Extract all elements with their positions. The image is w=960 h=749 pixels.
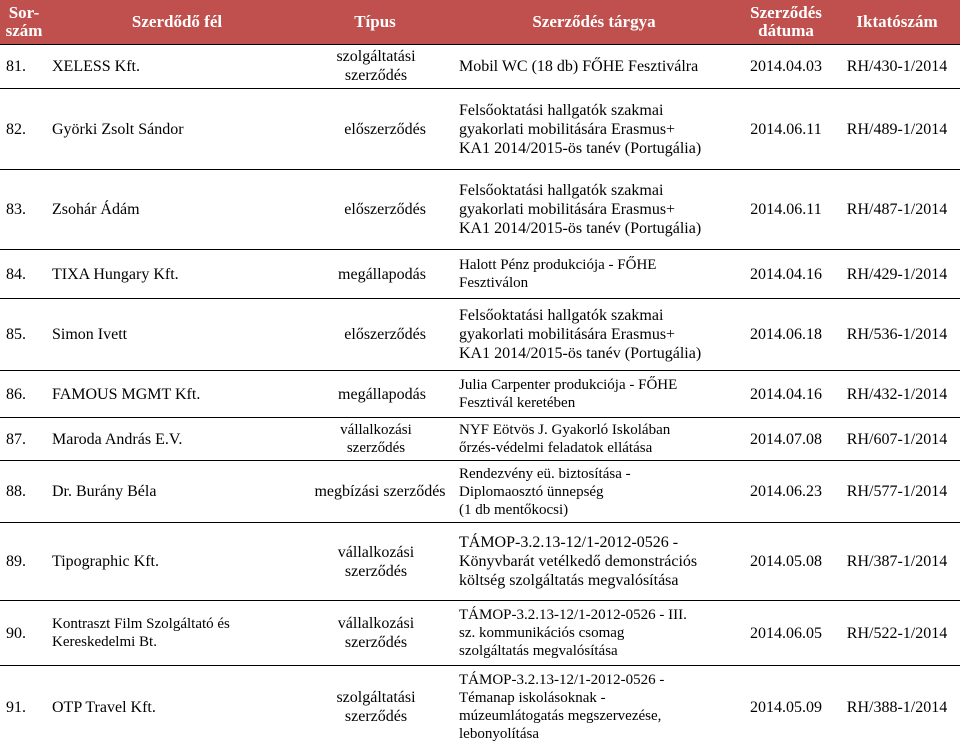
header-type: Típus xyxy=(354,12,396,31)
row-num: 85. xyxy=(6,326,26,343)
row-date: 2014.06.05 xyxy=(750,624,822,642)
row-date: 2014.04.16 xyxy=(750,385,822,403)
row-type: előszerződés xyxy=(344,326,426,343)
row-reg: RH/432-1/2014 xyxy=(846,385,948,403)
table-row xyxy=(0,371,960,417)
row-num: 90. xyxy=(6,624,26,642)
row-subject: TÁMOP-3.2.13-12/1-2012-0526 - III. sz. kommunikációs csomag szolgáltatás megvalósítása xyxy=(459,607,687,659)
row-subject: Julia Carpenter produkciója - FŐHE Fesztivál keretében xyxy=(459,377,678,411)
row-type: megállapodás xyxy=(338,265,426,283)
row-subject: Halott Pénz produkciója - FŐHE Fesztiválon xyxy=(459,257,657,291)
row-num: 84. xyxy=(6,265,26,283)
row-party: Simon Ivett xyxy=(52,326,128,343)
row-party: OTP Travel Kft. xyxy=(52,698,156,716)
row-date: 2014.04.03 xyxy=(750,57,822,75)
row-date: 2014.06.23 xyxy=(750,483,822,500)
row-subject: Felsőoktatási hallgatók szakmai gyakorlati mobilitására Erasmus+ KA1 2014/2015-ös tanév (Portugália) xyxy=(459,182,702,237)
row-subject: Mobil WC (18 db) FŐHE Fesztiválra xyxy=(459,57,699,75)
row-type: megbízási szerződés xyxy=(314,483,446,500)
row-type: szolgáltatási szerződés xyxy=(336,48,416,84)
row-num: 82. xyxy=(6,120,26,138)
row-num: 81. xyxy=(6,57,26,75)
row-type: vállalkozási szerződés xyxy=(337,543,415,580)
row-reg: RH/577-1/2014 xyxy=(846,483,948,500)
row-type: szolgáltatási szerződés xyxy=(336,689,416,725)
table-row xyxy=(0,44,960,88)
table-row xyxy=(0,461,960,522)
row-num: 86. xyxy=(6,385,26,403)
row-type: vállalkozási szerződés xyxy=(340,422,412,456)
row-date: 2014.05.08 xyxy=(750,553,822,570)
row-date: 2014.06.11 xyxy=(750,120,822,138)
header-party: Szerdődő fél xyxy=(131,12,223,31)
row-subject: Felsőoktatási hallgatók szakmai gyakorlati mobilitására Erasmus+ KA1 2014/2015-ös tanév (Portugália) xyxy=(459,101,702,157)
row-reg: RH/522-1/2014 xyxy=(846,624,948,642)
row-type: megállapodás xyxy=(338,385,426,403)
row-num: 87. xyxy=(6,430,26,448)
row-reg: RH/487-1/2014 xyxy=(846,201,948,218)
row-num: 88. xyxy=(6,483,26,500)
row-date: 2014.04.16 xyxy=(750,265,822,283)
row-reg: RH/429-1/2014 xyxy=(846,265,948,283)
table-header xyxy=(0,0,960,45)
table-row xyxy=(0,666,960,748)
row-date: 2014.05.09 xyxy=(750,698,822,716)
header-reg: Iktatószám xyxy=(856,12,938,31)
row-subject: NYF Eötvös J. Gyakorló Iskolában őrzés-védelmi feladatok ellátása xyxy=(459,422,671,456)
row-num: 83. xyxy=(6,201,26,218)
row-party: Maroda András E.V. xyxy=(52,430,183,448)
table-row xyxy=(0,250,960,298)
table-row xyxy=(0,299,960,370)
header-num: Sor- szám xyxy=(5,3,43,40)
row-party: Kontraszt Film Szolgáltató és Kereskedelmi Bt. xyxy=(52,616,230,650)
row-date: 2014.06.18 xyxy=(750,326,822,343)
header-date: Szerződés dátuma xyxy=(750,3,822,40)
row-reg: RH/489-1/2014 xyxy=(846,120,948,138)
table-row xyxy=(0,170,960,249)
row-num: 91. xyxy=(6,698,26,716)
row-num: 89. xyxy=(6,553,26,570)
row-date: 2014.07.08 xyxy=(750,430,822,448)
row-party: Dr. Burány Béla xyxy=(52,483,157,500)
row-party: XELESS Kft. xyxy=(52,57,140,75)
table-row xyxy=(0,418,960,460)
row-type: előszerződés xyxy=(344,120,426,138)
row-reg: RH/607-1/2014 xyxy=(846,430,948,448)
row-party: Zsohár Ádám xyxy=(52,201,140,218)
row-party: Tipographic Kft. xyxy=(52,553,159,570)
row-type: előszerződés xyxy=(344,201,426,218)
row-date: 2014.06.11 xyxy=(750,201,822,218)
row-subject: TÁMOP-3.2.13-12/1-2012-0526 - Könyvbarát vetélkedő demonstrációs költség szolgáltatás megvalósítása xyxy=(459,534,698,589)
row-subject: TÁMOP-3.2.13-12/1-2012-0526 - Témanap iskolásoknak - múzeumlátogatás megszervezése, lebonyolítása xyxy=(459,672,665,742)
row-party: FAMOUS MGMT Kft. xyxy=(52,385,201,403)
row-party: TIXA Hungary Kft. xyxy=(52,265,179,283)
row-reg: RH/536-1/2014 xyxy=(846,326,948,343)
row-reg: RH/387-1/2014 xyxy=(846,553,948,570)
row-reg: RH/430-1/2014 xyxy=(846,57,948,75)
row-subject: Rendezvény eü. biztosítása - Diplomaosztó ünnepség (1 db mentőkocsi) xyxy=(459,465,631,518)
row-subject: Felsőoktatási hallgatók szakmai gyakorlati mobilitására Erasmus+ KA1 2014/2015-ös tanév (Portugália) xyxy=(459,307,702,362)
row-reg: RH/388-1/2014 xyxy=(846,698,948,716)
table-row xyxy=(0,601,960,665)
row-type: vállalkozási szerződés xyxy=(337,615,415,651)
header-subject: Szerződés tárgya xyxy=(532,12,656,31)
table-row xyxy=(0,89,960,169)
table-row xyxy=(0,523,960,600)
row-party: Györki Zsolt Sándor xyxy=(52,120,184,138)
